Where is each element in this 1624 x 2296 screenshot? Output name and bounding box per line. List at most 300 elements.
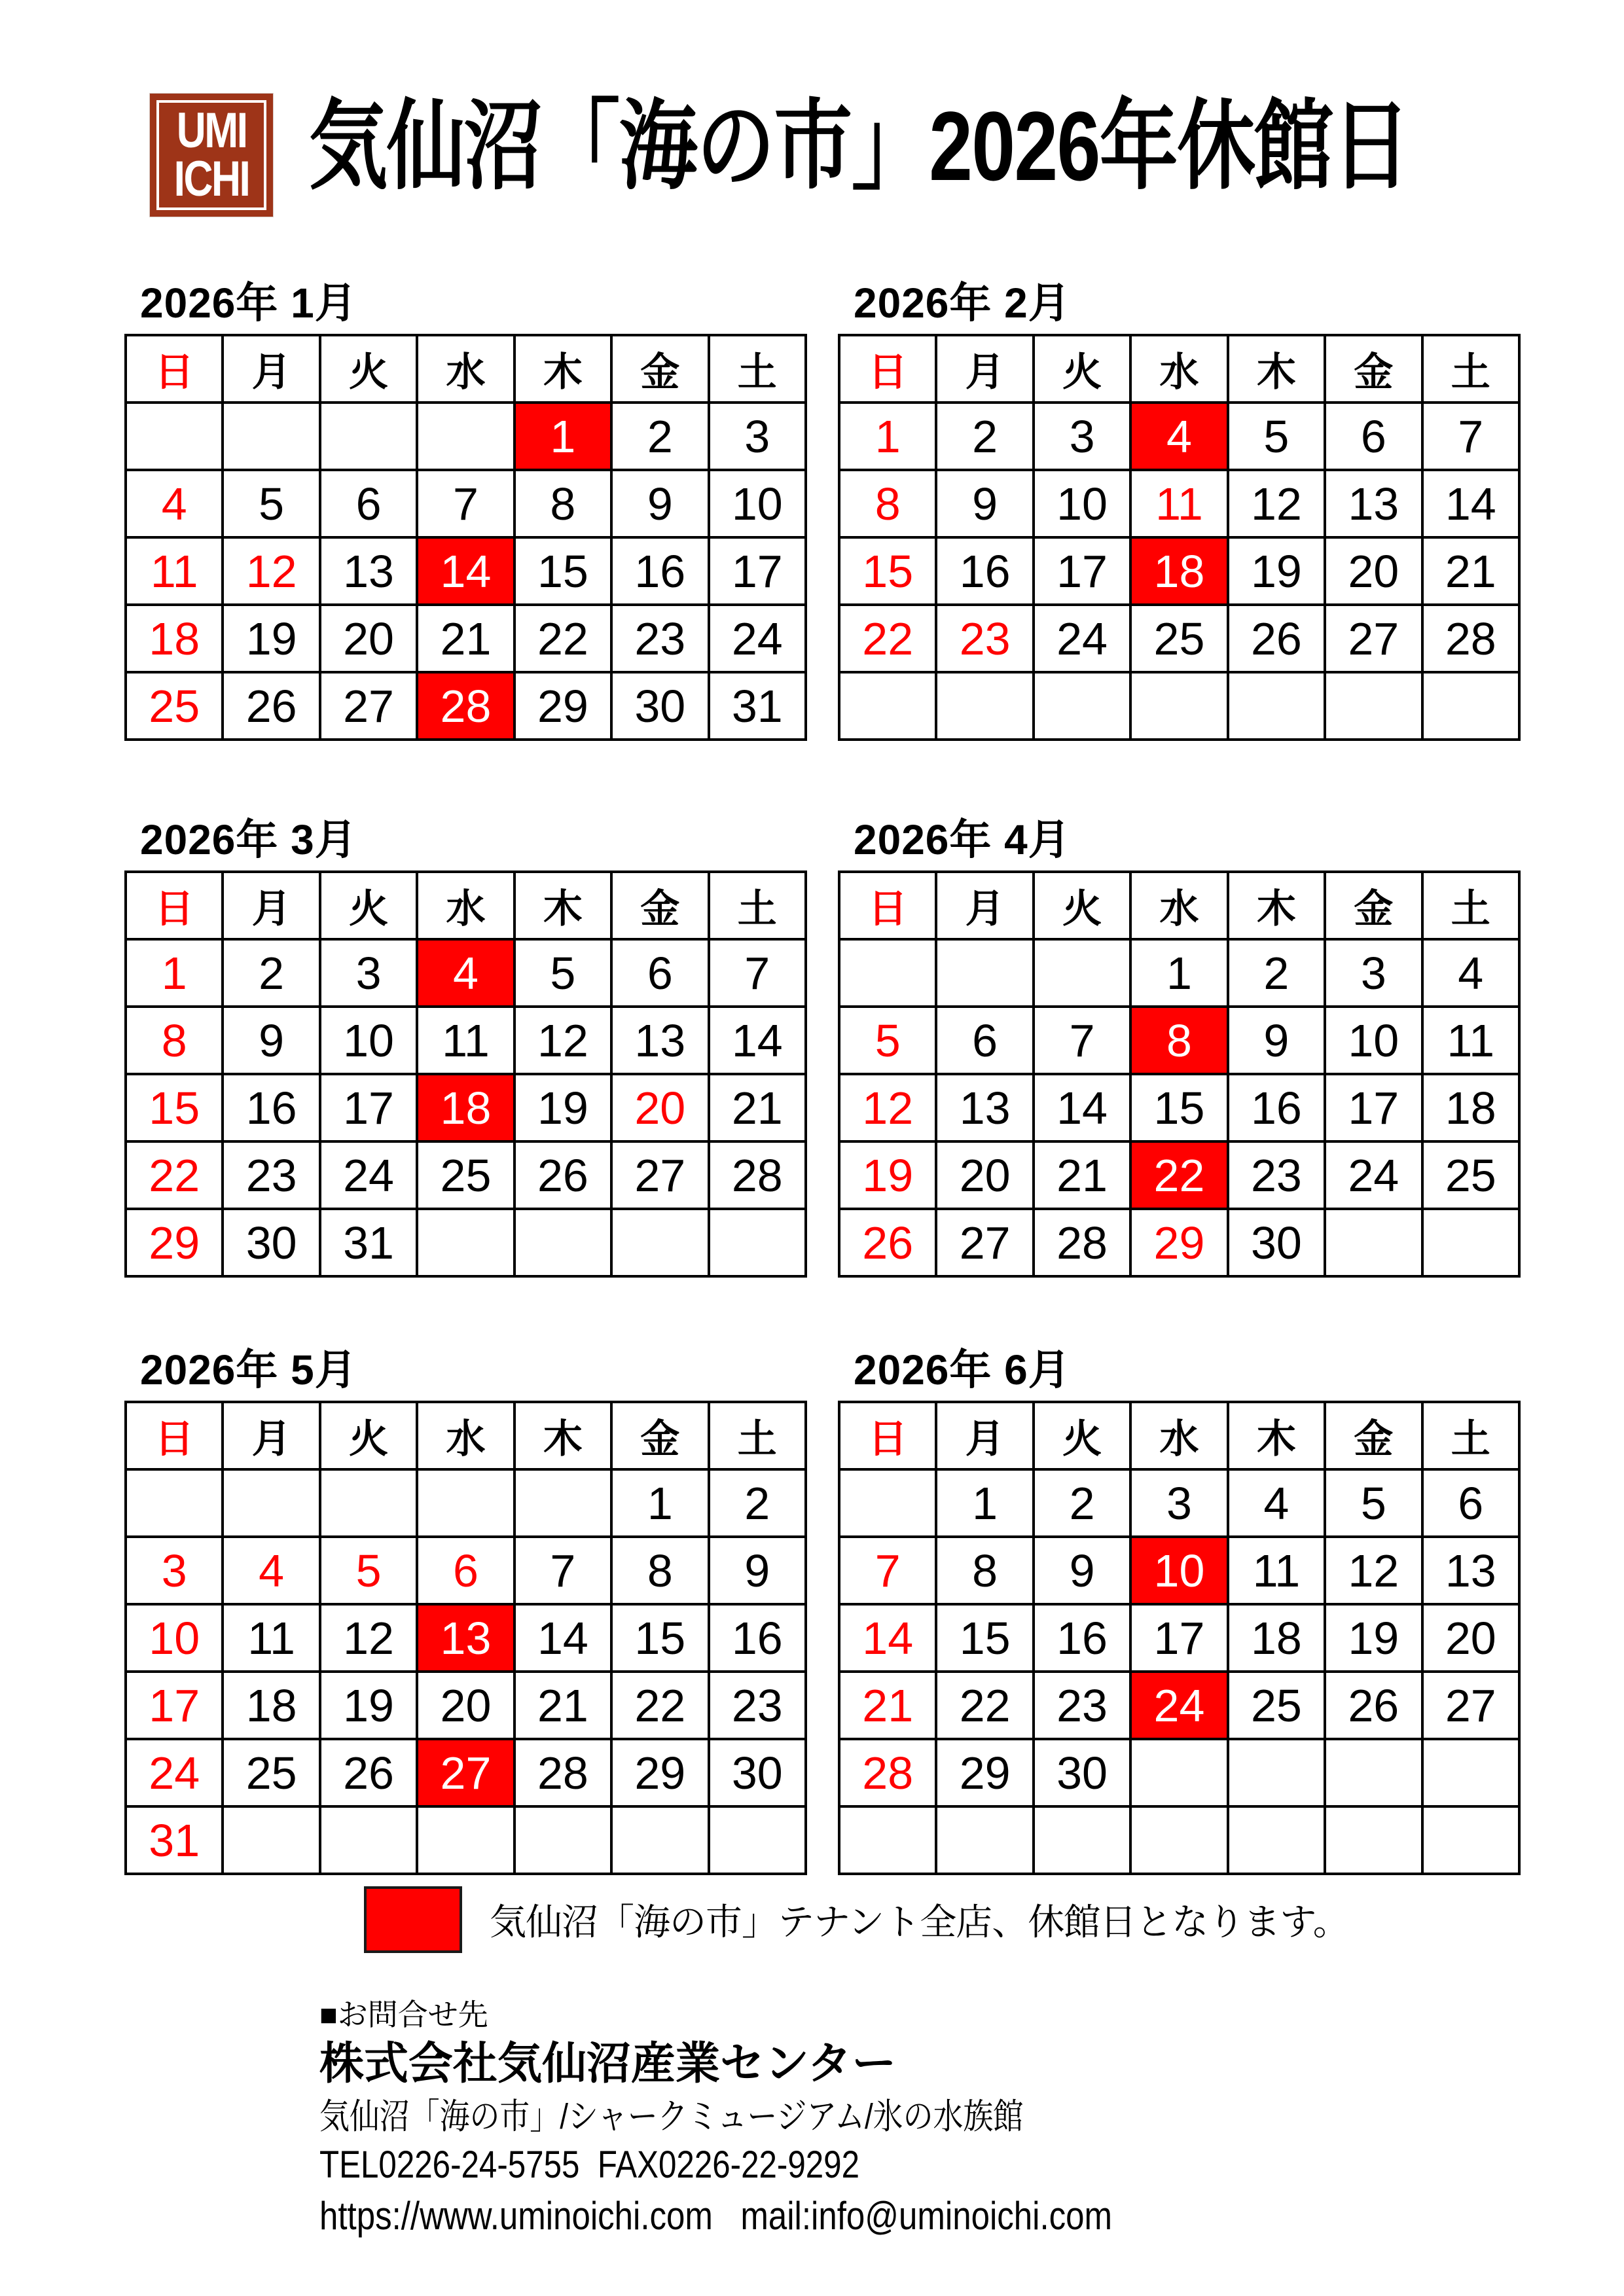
week-row bbox=[839, 1141, 1519, 1209]
week-row bbox=[126, 1141, 806, 1209]
week-row bbox=[839, 672, 1519, 740]
day-cell: 3 bbox=[1325, 939, 1422, 1007]
empty-cell bbox=[223, 1469, 319, 1537]
calendar-table bbox=[124, 870, 807, 1278]
day-cell: 20 bbox=[936, 1141, 1033, 1209]
day-cell: 21 bbox=[417, 605, 514, 672]
day-cell: 10 bbox=[320, 1007, 417, 1074]
weekday-header: 水 bbox=[1130, 872, 1227, 939]
month-label: 2026年 3月 bbox=[140, 816, 357, 863]
day-cell: 16 bbox=[1228, 1074, 1325, 1141]
closed-day-cell: 27 bbox=[417, 1739, 514, 1806]
closed-day-cell: 18 bbox=[417, 1074, 514, 1141]
empty-cell bbox=[1034, 939, 1130, 1007]
day-cell: 13 bbox=[936, 1074, 1033, 1141]
closed-day-cell: 10 bbox=[1130, 1537, 1227, 1604]
day-cell: 28 bbox=[1034, 1209, 1130, 1276]
day-cell: 7 bbox=[514, 1537, 611, 1604]
day-cell: 25 bbox=[223, 1739, 319, 1806]
month-label: 2026年 4月 bbox=[854, 816, 1071, 863]
week-row bbox=[126, 672, 806, 740]
calendar-table bbox=[124, 1401, 807, 1875]
week-row bbox=[126, 1007, 806, 1074]
day-cell: 17 bbox=[709, 537, 806, 605]
day-cell: 11 bbox=[1422, 1007, 1519, 1074]
day-cell: 4 bbox=[1228, 1469, 1325, 1537]
day-cell: 30 bbox=[1228, 1209, 1325, 1276]
day-cell: 26 bbox=[320, 1739, 417, 1806]
empty-cell bbox=[839, 939, 936, 1007]
empty-cell bbox=[1130, 672, 1227, 740]
closed-day-swatch bbox=[364, 1886, 462, 1953]
closed-day-cell: 8 bbox=[1130, 1007, 1227, 1074]
day-cell: 23 bbox=[1034, 1672, 1130, 1739]
week-row bbox=[839, 939, 1519, 1007]
day-cell: 25 bbox=[1130, 605, 1227, 672]
weekday-header: 日 bbox=[839, 1402, 936, 1469]
calendar-table bbox=[838, 334, 1521, 741]
contact-block bbox=[319, 1998, 1252, 2238]
day-cell: 20 bbox=[320, 605, 417, 672]
month-calendar-1 bbox=[124, 281, 807, 741]
week-row bbox=[126, 1739, 806, 1806]
day-cell: 6 bbox=[1325, 403, 1422, 470]
day-cell: 28 bbox=[1422, 605, 1519, 672]
day-cell: 12 bbox=[514, 1007, 611, 1074]
week-row bbox=[126, 470, 806, 537]
day-cell: 15 bbox=[611, 1604, 708, 1672]
empty-cell bbox=[1228, 672, 1325, 740]
weekday-header: 木 bbox=[514, 335, 611, 403]
day-cell: 25 bbox=[126, 672, 223, 740]
day-cell: 17 bbox=[1130, 1604, 1227, 1672]
weekday-header: 日 bbox=[839, 335, 936, 403]
week-row bbox=[126, 1604, 806, 1672]
week-row bbox=[839, 537, 1519, 605]
empty-cell bbox=[1228, 1806, 1325, 1874]
day-cell: 16 bbox=[223, 1074, 319, 1141]
day-cell: 21 bbox=[1034, 1141, 1130, 1209]
day-cell: 19 bbox=[839, 1141, 936, 1209]
logo-text-ichi: ICHI bbox=[173, 151, 249, 207]
day-cell: 21 bbox=[709, 1074, 806, 1141]
day-cell: 3 bbox=[126, 1537, 223, 1604]
empty-cell bbox=[936, 1806, 1033, 1874]
day-cell: 22 bbox=[514, 605, 611, 672]
empty-cell bbox=[1130, 1806, 1227, 1874]
weekday-header: 木 bbox=[514, 1402, 611, 1469]
day-cell: 11 bbox=[126, 537, 223, 605]
day-cell: 5 bbox=[1325, 1469, 1422, 1537]
day-cell: 6 bbox=[417, 1537, 514, 1604]
day-cell: 18 bbox=[1422, 1074, 1519, 1141]
day-cell: 25 bbox=[417, 1141, 514, 1209]
day-cell: 5 bbox=[839, 1007, 936, 1074]
day-cell: 9 bbox=[1228, 1007, 1325, 1074]
week-row bbox=[839, 1739, 1519, 1806]
umiichi-logo-inner bbox=[156, 100, 266, 210]
day-cell: 15 bbox=[126, 1074, 223, 1141]
day-cell: 12 bbox=[1325, 1537, 1422, 1604]
week-row bbox=[126, 1469, 806, 1537]
empty-cell bbox=[514, 1806, 611, 1874]
day-cell: 7 bbox=[709, 939, 806, 1007]
empty-cell bbox=[1325, 1806, 1422, 1874]
facility-names bbox=[319, 2097, 1252, 2136]
contact-heading: ■お問合せ先 bbox=[319, 1998, 488, 2032]
day-cell: 5 bbox=[514, 939, 611, 1007]
weekday-header: 火 bbox=[320, 872, 417, 939]
week-row bbox=[839, 1806, 1519, 1874]
day-cell: 8 bbox=[936, 1537, 1033, 1604]
week-row bbox=[126, 537, 806, 605]
weekday-header: 月 bbox=[223, 335, 319, 403]
day-cell: 26 bbox=[514, 1141, 611, 1209]
day-cell: 1 bbox=[126, 939, 223, 1007]
weekday-header: 火 bbox=[320, 1402, 417, 1469]
day-cell: 21 bbox=[839, 1672, 936, 1739]
weekday-header: 火 bbox=[1034, 335, 1130, 403]
weekday-header-row bbox=[839, 872, 1519, 939]
day-cell: 9 bbox=[1034, 1537, 1130, 1604]
day-cell: 27 bbox=[1422, 1672, 1519, 1739]
weekday-header: 土 bbox=[1422, 335, 1519, 403]
day-cell: 16 bbox=[1034, 1604, 1130, 1672]
day-cell: 14 bbox=[1034, 1074, 1130, 1141]
day-cell: 23 bbox=[611, 605, 708, 672]
weekday-header: 木 bbox=[1228, 872, 1325, 939]
day-cell: 9 bbox=[936, 470, 1033, 537]
empty-cell bbox=[223, 1806, 319, 1874]
week-row bbox=[839, 1209, 1519, 1276]
day-cell: 9 bbox=[223, 1007, 319, 1074]
day-cell: 2 bbox=[611, 403, 708, 470]
web-mail-line bbox=[319, 2194, 1252, 2238]
day-cell: 10 bbox=[709, 470, 806, 537]
tel-fax-line bbox=[319, 2144, 1252, 2186]
weekday-header: 水 bbox=[1130, 335, 1227, 403]
weekday-header: 水 bbox=[417, 335, 514, 403]
closed-day-cell: 4 bbox=[417, 939, 514, 1007]
calendar-table bbox=[124, 334, 807, 741]
day-cell: 12 bbox=[1228, 470, 1325, 537]
day-cell: 2 bbox=[1228, 939, 1325, 1007]
day-cell: 17 bbox=[320, 1074, 417, 1141]
weekday-header: 金 bbox=[1325, 1402, 1422, 1469]
day-cell: 13 bbox=[320, 537, 417, 605]
empty-cell bbox=[936, 672, 1033, 740]
weekday-header: 木 bbox=[1228, 335, 1325, 403]
day-cell: 4 bbox=[1422, 939, 1519, 1007]
weekday-header: 金 bbox=[611, 335, 708, 403]
day-cell: 10 bbox=[1034, 470, 1130, 537]
day-cell: 9 bbox=[611, 470, 708, 537]
empty-cell bbox=[1422, 1209, 1519, 1276]
weekday-header: 金 bbox=[1325, 335, 1422, 403]
day-cell: 29 bbox=[936, 1739, 1033, 1806]
day-cell: 19 bbox=[223, 605, 319, 672]
day-cell: 23 bbox=[709, 1672, 806, 1739]
closed-day-cell: 18 bbox=[1130, 537, 1227, 605]
day-cell: 7 bbox=[1422, 403, 1519, 470]
day-cell: 11 bbox=[1130, 470, 1227, 537]
empty-cell bbox=[709, 1209, 806, 1276]
day-cell: 25 bbox=[1228, 1672, 1325, 1739]
weekday-header: 土 bbox=[709, 1402, 806, 1469]
empty-cell bbox=[1325, 1209, 1422, 1276]
day-cell: 7 bbox=[417, 470, 514, 537]
empty-cell bbox=[514, 1209, 611, 1276]
day-cell: 30 bbox=[1034, 1739, 1130, 1806]
weekday-header: 土 bbox=[709, 872, 806, 939]
weekday-header-row bbox=[839, 1402, 1519, 1469]
day-cell: 24 bbox=[126, 1739, 223, 1806]
empty-cell bbox=[1422, 672, 1519, 740]
day-cell: 1 bbox=[839, 403, 936, 470]
day-cell: 24 bbox=[320, 1141, 417, 1209]
empty-cell bbox=[320, 1806, 417, 1874]
empty-cell bbox=[417, 1209, 514, 1276]
empty-cell bbox=[514, 1469, 611, 1537]
day-cell: 23 bbox=[1228, 1141, 1325, 1209]
day-cell: 27 bbox=[1325, 605, 1422, 672]
day-cell: 20 bbox=[611, 1074, 708, 1141]
day-cell: 14 bbox=[709, 1007, 806, 1074]
day-cell: 24 bbox=[709, 605, 806, 672]
day-cell: 6 bbox=[320, 470, 417, 537]
day-cell: 31 bbox=[709, 672, 806, 740]
weekday-header: 金 bbox=[611, 1402, 708, 1469]
day-cell: 24 bbox=[1034, 605, 1130, 672]
empty-cell bbox=[1130, 1739, 1227, 1806]
empty-cell bbox=[126, 403, 223, 470]
week-row bbox=[126, 1806, 806, 1874]
day-cell: 3 bbox=[1130, 1469, 1227, 1537]
week-row bbox=[839, 470, 1519, 537]
day-cell: 14 bbox=[839, 1604, 936, 1672]
web-mail-text: https://www.uminoichi.com mail:info@uminoichi.com bbox=[319, 2194, 1113, 2238]
facility-names-text: 気仙沼「海の市」/シャークミュージアム/氷の水族館 bbox=[319, 2097, 1024, 2136]
week-row bbox=[839, 403, 1519, 470]
empty-cell bbox=[709, 1806, 806, 1874]
day-cell: 27 bbox=[936, 1209, 1033, 1276]
day-cell: 17 bbox=[126, 1672, 223, 1739]
weekday-header: 日 bbox=[126, 335, 223, 403]
weekday-header: 水 bbox=[417, 872, 514, 939]
weekday-header: 金 bbox=[1325, 872, 1422, 939]
legend-text: 気仙沼「海の市」テナント全店、休館日となります。 bbox=[490, 1901, 1349, 1943]
day-cell: 16 bbox=[936, 537, 1033, 605]
weekday-header: 月 bbox=[936, 872, 1033, 939]
week-row bbox=[839, 605, 1519, 672]
week-row bbox=[839, 1537, 1519, 1604]
month-label: 2026年 6月 bbox=[854, 1346, 1071, 1393]
weekday-header: 日 bbox=[126, 872, 223, 939]
day-cell: 1 bbox=[1130, 939, 1227, 1007]
week-row bbox=[126, 605, 806, 672]
month-calendar-6 bbox=[838, 1348, 1521, 1875]
month-calendar-3 bbox=[124, 818, 807, 1278]
day-cell: 2 bbox=[936, 403, 1033, 470]
day-cell: 27 bbox=[320, 672, 417, 740]
week-row bbox=[839, 1672, 1519, 1739]
day-cell: 5 bbox=[223, 470, 319, 537]
day-cell: 3 bbox=[1034, 403, 1130, 470]
week-row bbox=[126, 1209, 806, 1276]
empty-cell bbox=[417, 403, 514, 470]
day-cell: 31 bbox=[320, 1209, 417, 1276]
day-cell: 16 bbox=[611, 537, 708, 605]
day-cell: 20 bbox=[1422, 1604, 1519, 1672]
day-cell: 21 bbox=[514, 1672, 611, 1739]
week-row bbox=[839, 1007, 1519, 1074]
day-cell: 15 bbox=[514, 537, 611, 605]
day-cell: 14 bbox=[1422, 470, 1519, 537]
weekday-header-row bbox=[126, 335, 806, 403]
umiichi-logo bbox=[149, 93, 274, 217]
day-cell: 23 bbox=[223, 1141, 319, 1209]
day-cell: 29 bbox=[1130, 1209, 1227, 1276]
empty-cell bbox=[417, 1806, 514, 1874]
weekday-header: 火 bbox=[1034, 1402, 1130, 1469]
day-cell: 29 bbox=[611, 1739, 708, 1806]
day-cell: 13 bbox=[611, 1007, 708, 1074]
week-row bbox=[126, 403, 806, 470]
day-cell: 14 bbox=[514, 1604, 611, 1672]
closed-day-legend bbox=[364, 1886, 1349, 1953]
closed-day-cell: 13 bbox=[417, 1604, 514, 1672]
closed-day-cell: 1 bbox=[514, 403, 611, 470]
empty-cell bbox=[1034, 672, 1130, 740]
month-calendar-2 bbox=[838, 281, 1521, 741]
day-cell: 15 bbox=[936, 1604, 1033, 1672]
empty-cell bbox=[611, 1806, 708, 1874]
day-cell: 8 bbox=[126, 1007, 223, 1074]
empty-cell bbox=[611, 1209, 708, 1276]
weekday-header: 木 bbox=[514, 872, 611, 939]
day-cell: 5 bbox=[320, 1537, 417, 1604]
company-name: 株式会社気仙沼産業センター bbox=[319, 2039, 897, 2089]
month-label: 2026年 2月 bbox=[854, 279, 1071, 327]
closed-day-cell: 14 bbox=[417, 537, 514, 605]
day-cell: 2 bbox=[709, 1469, 806, 1537]
day-cell: 6 bbox=[1422, 1469, 1519, 1537]
empty-cell bbox=[1422, 1806, 1519, 1874]
day-cell: 20 bbox=[417, 1672, 514, 1739]
week-row bbox=[126, 1537, 806, 1604]
day-cell: 18 bbox=[1228, 1604, 1325, 1672]
day-cell: 16 bbox=[709, 1604, 806, 1672]
week-row bbox=[126, 939, 806, 1007]
weekday-header: 土 bbox=[1422, 1402, 1519, 1469]
day-cell: 30 bbox=[611, 672, 708, 740]
day-cell: 19 bbox=[1325, 1604, 1422, 1672]
empty-cell bbox=[223, 403, 319, 470]
day-cell: 4 bbox=[223, 1537, 319, 1604]
empty-cell bbox=[126, 1469, 223, 1537]
day-cell: 26 bbox=[839, 1209, 936, 1276]
closed-day-cell: 4 bbox=[1130, 403, 1227, 470]
day-cell: 13 bbox=[1422, 1537, 1519, 1604]
week-row bbox=[839, 1074, 1519, 1141]
day-cell: 29 bbox=[126, 1209, 223, 1276]
day-cell: 5 bbox=[1228, 403, 1325, 470]
day-cell: 10 bbox=[1325, 1007, 1422, 1074]
empty-cell bbox=[1034, 1806, 1130, 1874]
day-cell: 17 bbox=[1034, 537, 1130, 605]
day-cell: 6 bbox=[936, 1007, 1033, 1074]
day-cell: 4 bbox=[126, 470, 223, 537]
day-cell: 28 bbox=[709, 1141, 806, 1209]
day-cell: 8 bbox=[611, 1537, 708, 1604]
day-cell: 27 bbox=[611, 1141, 708, 1209]
calendar-table bbox=[838, 870, 1521, 1278]
day-cell: 11 bbox=[223, 1604, 319, 1672]
day-cell: 1 bbox=[936, 1469, 1033, 1537]
closed-day-cell: 22 bbox=[1130, 1141, 1227, 1209]
closed-day-cell: 28 bbox=[417, 672, 514, 740]
month-calendar-5 bbox=[124, 1348, 807, 1875]
closed-day-cell: 24 bbox=[1130, 1672, 1227, 1739]
day-cell: 31 bbox=[126, 1806, 223, 1874]
day-cell: 22 bbox=[126, 1141, 223, 1209]
day-cell: 28 bbox=[839, 1739, 936, 1806]
day-cell: 11 bbox=[1228, 1537, 1325, 1604]
week-row bbox=[126, 1074, 806, 1141]
day-cell: 18 bbox=[126, 605, 223, 672]
weekday-header: 火 bbox=[1034, 872, 1130, 939]
day-cell: 7 bbox=[839, 1537, 936, 1604]
day-cell: 12 bbox=[839, 1074, 936, 1141]
empty-cell bbox=[839, 1469, 936, 1537]
day-cell: 2 bbox=[1034, 1469, 1130, 1537]
calendar-table bbox=[838, 1401, 1521, 1875]
day-cell: 28 bbox=[514, 1739, 611, 1806]
day-cell: 12 bbox=[320, 1604, 417, 1672]
day-cell: 15 bbox=[1130, 1074, 1227, 1141]
empty-cell bbox=[417, 1469, 514, 1537]
weekday-header: 水 bbox=[417, 1402, 514, 1469]
week-row bbox=[126, 1672, 806, 1739]
weekday-header: 月 bbox=[936, 1402, 1033, 1469]
weekday-header: 月 bbox=[936, 335, 1033, 403]
day-cell: 1 bbox=[611, 1469, 708, 1537]
tel-fax-text: TEL0226-24-5755 FAX0226-22-9292 bbox=[319, 2144, 860, 2186]
empty-cell bbox=[320, 403, 417, 470]
day-cell: 9 bbox=[709, 1537, 806, 1604]
day-cell: 18 bbox=[223, 1672, 319, 1739]
week-row bbox=[839, 1469, 1519, 1537]
day-cell: 3 bbox=[320, 939, 417, 1007]
logo-text-umi: UMI bbox=[176, 103, 247, 158]
month-calendar-4 bbox=[838, 818, 1521, 1278]
day-cell: 19 bbox=[514, 1074, 611, 1141]
week-row bbox=[839, 1604, 1519, 1672]
day-cell: 8 bbox=[839, 470, 936, 537]
month-label: 2026年 1月 bbox=[140, 279, 357, 327]
day-cell: 12 bbox=[223, 537, 319, 605]
empty-cell bbox=[1325, 672, 1422, 740]
day-cell: 29 bbox=[514, 672, 611, 740]
empty-cell bbox=[1325, 1739, 1422, 1806]
day-cell: 17 bbox=[1325, 1074, 1422, 1141]
day-cell: 26 bbox=[223, 672, 319, 740]
month-label: 2026年 5月 bbox=[140, 1346, 357, 1393]
weekday-header: 金 bbox=[611, 872, 708, 939]
day-cell: 22 bbox=[936, 1672, 1033, 1739]
day-cell: 30 bbox=[709, 1739, 806, 1806]
weekday-header: 日 bbox=[126, 1402, 223, 1469]
